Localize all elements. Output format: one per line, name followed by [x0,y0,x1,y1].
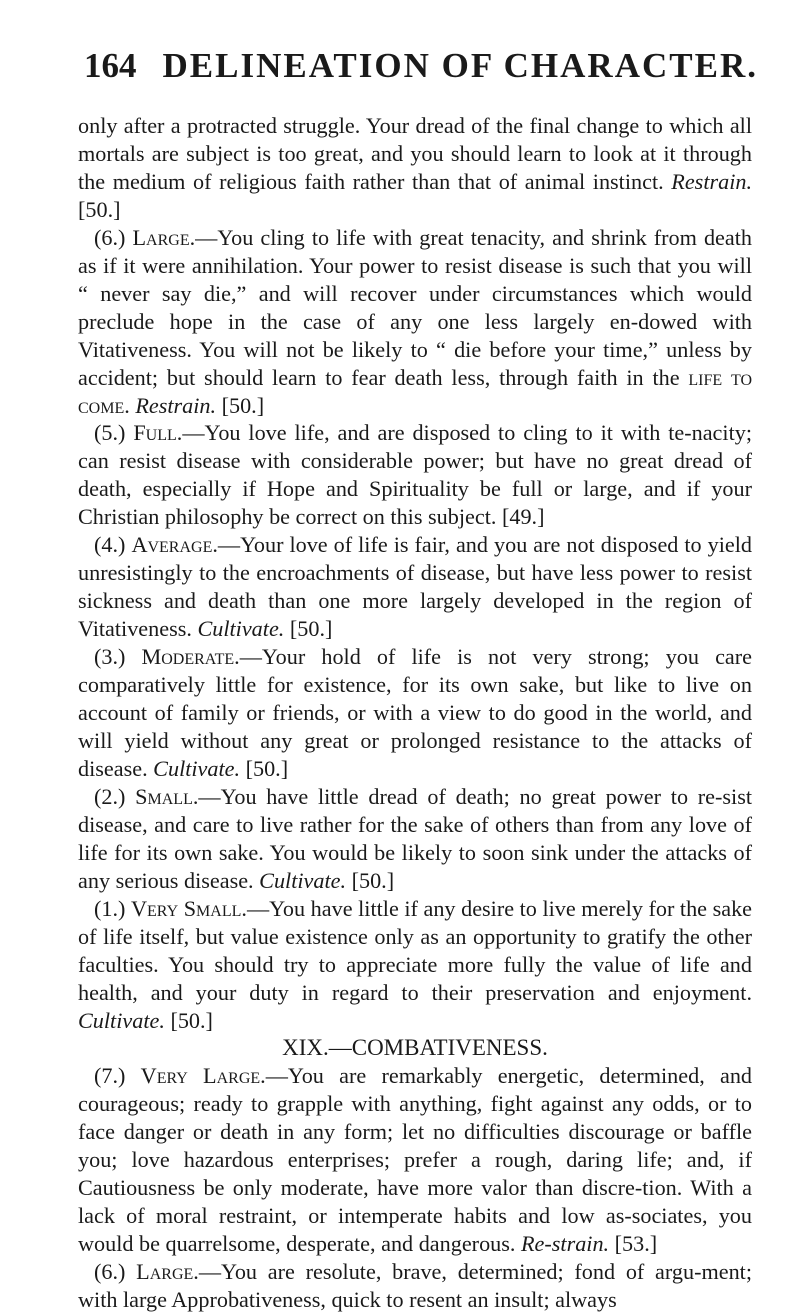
reference: [49.] [501,504,545,530]
grade-label: Very Small. [131,895,247,921]
paragraph-small: (2.) Small.—You have little dread of death; no great power to re-sist disease, and care to live rather for the sake of others than from any love of life for its own sake. You would be likely to soon sink under the attacks of any serious disease. Cultivate. [50.] [78,783,753,893]
paragraph-very-small: (1.) Very Small.—You have little if any desire to live merely for the sake of life itself, but value existence only as an opportunity to gratify the other faculties. You should try to appreciate more fully the value of life and health, and your duty in regard to their preservation and enjoyment. Cultivate. [50.] [78,895,753,1033]
section-heading: XIX.—COMBATIVENESS. [282,1035,548,1061]
advice: Cultivate. [153,755,241,781]
grade-label: Very Large. [140,1063,266,1089]
advice: Restrain. [671,168,753,194]
body-text [78,112,752,1314]
grade-number: (7.) [94,1063,126,1089]
reference: [50.] [245,755,289,781]
grade-number: (1.) [94,895,126,921]
grade-number: (4.) [94,532,126,558]
paragraph-moderate: (3.) Moderate.—Your hold of life is not very strong; you care comparatively little for existence, for its own sake, but like to live on account of family or friends, or with a view to do good in the world, and will yield without any great or prolonged resistance to the attacks of disease. Cultivate. [50.] [78,644,752,781]
grade-label: Moderate. [141,644,240,670]
grade-number: (3.) [94,644,126,670]
reference: [50.] [289,616,333,642]
paragraph-full: (5.) Full.—You love life, and are disposed to cling to it with te-nacity; can resist disease with considerable power; but have no great dread of death, especially if Hope and Spirituality be full or large, and if your Christian philosophy be correct on this subject. [49.] [78,420,752,530]
running-header [84,46,758,86]
grade-label: Small. [135,783,199,809]
advice: Restrain. [135,392,217,418]
reference: [50.] [170,1007,213,1033]
advice: Cultivate. [78,1007,165,1033]
reference: [53.] [614,1231,658,1257]
paragraph-very-large: (7.) Very Large.—You are remarkably energetic, determined, and courageous; ready to grapple with anything, fight against any odds, or to face danger or death in any form; let no difficulties discourage or baffle you; love hazardous enterprises; prefer a rough, daring life; and, if Cautiousness be only moderate, have more valor than discre-tion. With a lack of moral restraint, or intemperate habits and low as-sociates, you would be quarrelsome, desperate, and dangerous. Re-strain. [53.] [78,1063,753,1257]
running-title: DELINEATION OF CHARACTER. [162,46,758,85]
grade-label: Large. [132,224,196,250]
grade-label: Average. [131,532,218,558]
page-number: 164 [84,46,137,85]
grade-number: (2.) [94,783,126,809]
paragraph-large-2: (6.) Large.—You are resolute, brave, determined; fond of argu-ment; with large Approbativeness, quick to resent an insult; always [78,1259,752,1313]
reference: [50.] [78,196,121,222]
advice: Re-strain. [520,1231,610,1257]
reference: [50.] [351,867,395,893]
grade-number: (6.) [94,1259,126,1285]
grade-label: Large. [136,1259,199,1285]
advice: Cultivate. [197,616,285,642]
paragraph-continuation: only after a protracted struggle. Your dread of the final change to which all mortals are subject is too great, and you should learn to look at it through the medium of religious faith rather than that of animal instinct. Restrain. [50.] [78,113,753,222]
paragraph-large: (6.) Large.—You cling to life with great tenacity, and shrink from death as if it were annihilation. Your power to resist disease is such that you will “ never say die,” and will recover under circumstances which would preclude hope in the case of any one less largely en-dowed with Vitativeness. You will not be likely to “ die before your time,” unless by accident; but should learn to fear death less, through faith in the life to come. Restrain. [50.] [78,224,753,418]
grade-number: (5.) [94,420,126,446]
paragraph-average: (4.) Average.—Your love of life is fair, and you are not disposed to yield unresistingly to the encroachments of disease, but have less power to resist sickness and death than one more largely developed in the region of Vitativeness. Cultivate. [50.] [78,532,753,642]
grade-number: (6.) [94,224,126,250]
reference: [50.] [221,392,265,418]
advice: Cultivate. [259,867,347,893]
grade-label: Full. [133,420,183,446]
